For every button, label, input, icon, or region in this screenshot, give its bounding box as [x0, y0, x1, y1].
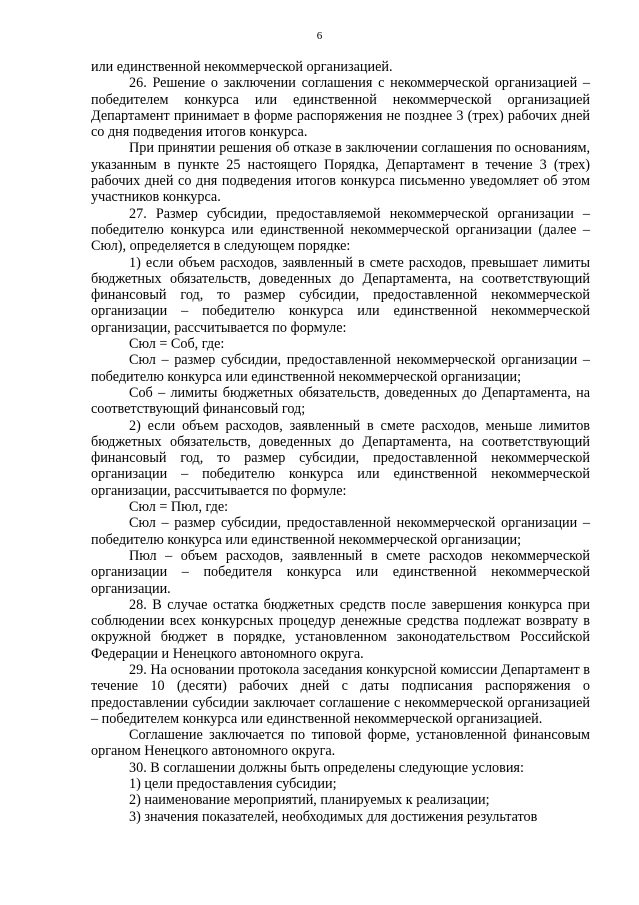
paragraph-30: 30. В соглашении должны быть определены следующие условия: [129, 759, 524, 776]
paragraph-27-item-2: 2) если объем расходов, заявленный в смете расходов, меньше лимитов бюджетных обязательств, доведенных до Департамента, на соответствующий финансовый год, то размер субсидии, предоставленной некоммерческой организации – победителю конкурса или единственной некоммерческой организации, рассчитывается по формуле: [91, 417, 590, 499]
paragraph-27: 27. Размер субсидии, предоставляемой некоммерческой организации – победителю конкурса или единственной некоммерческой организации (далее – Сюл), определяется в следующем порядке: [91, 205, 590, 255]
formula-1-definition-sob: Соб – лимиты бюджетных обязательств, доведенных до Департамента, на соответствующий финансовый год; [91, 384, 590, 418]
paragraph-continuation: или единственной некоммерческой организацией. [91, 59, 393, 75]
paragraph-30-item-2: 2) наименование мероприятий, планируемых к реализации; [129, 792, 490, 809]
page-number: 6 [316, 30, 323, 42]
paragraph-30-item-1: 1) цели предоставления субсидии; [129, 776, 337, 793]
paragraph-agreement-form: Соглашение заключается по типовой форме, установленной финансовым органом Ненецкого автономного округа. [91, 727, 590, 760]
paragraph-28: 28. В случае остатка бюджетных средств после завершения конкурса при соблюдении всех конкурсных процедур денежные средства подлежат возврату в окружной бюджет в порядке, установленном законодательством Российской Федерации и Ненецкого автономного округа. [91, 596, 590, 662]
paragraph-26: 26. Решение о заключении соглашения с некоммерческой организацией – победителем конкурса или единственной некоммерческой организацией Департамент принимает в форме распоряжения не позднее 3 (трех) рабочих дней со дня подведения итогов конкурса. [91, 75, 590, 141]
paragraph-30-item-3: 3) значения показателей, необходимых для достижения результатов [129, 808, 538, 825]
paragraph-27-item-1: 1) если объем расходов, заявленный в смете расходов, превышает лимиты бюджетных обязательств, доведенных до Департамента, на соответствующий финансовый год, то размер субсидии, предоставленной некоммерческой организации – победителю конкурса или единственной некоммерческой организации, рассчитывается по формуле: [91, 254, 590, 336]
formula-2-definition-pyul: Пюл – объем расходов, заявленный в смете расходов некоммерческой организации – победителя конкурса или единственной некоммерческой организации. [91, 547, 590, 597]
formula-1-definition-syul: Сюл – размер субсидии, предоставленной некоммерческой организации – победителю конкурса или единственной некоммерческой организации; [91, 352, 590, 385]
paragraph-refusal-notice: При принятии решения об отказе в заключении соглашения по основаниям, указанным в пункте 25 настоящего Порядка, Департамент в течение 3 (трех) рабочих дней со дня подведения итогов конкурса письменно уведомляет об этом участников конкурса. [91, 140, 590, 206]
document-body [91, 59, 590, 825]
formula-2: Сюл = Пюл, где: [129, 499, 229, 516]
paragraph-29: 29. На основании протокола заседания конкурсной комиссии Департамент в течение 10 (десяти) рабочих дней с даты подписания распоряжения о предоставлении субсидии заключает соглашение с некоммерческой организацией – победителем конкурса или единственной некоммерческой организацией. [91, 661, 590, 727]
formula-2-definition-syul: Сюл – размер субсидии, предоставленной некоммерческой организации – победителю конкурса или единственной некоммерческой организации; [91, 515, 590, 548]
formula-1: Сюл = Соб, где: [129, 336, 225, 353]
